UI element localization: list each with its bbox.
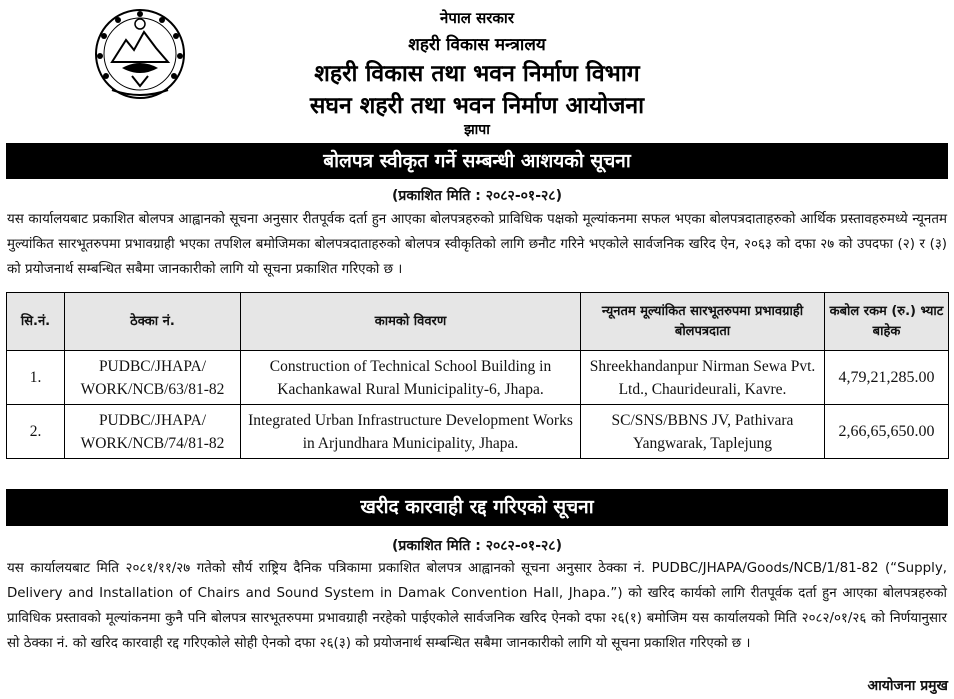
table-row <box>7 405 949 459</box>
table-header-row <box>7 293 949 351</box>
notice1-title: बोलपत्र स्वीकृत गर्ने सम्बन्धी आशयको सूचना <box>6 143 948 179</box>
bid-acceptance-table <box>6 292 949 459</box>
cell-serial: 1. <box>7 351 65 405</box>
header-ministry-line: शहरी विकास मन्त्रालय <box>408 35 546 55</box>
col-header-bid-amount: कबोल रकम (रु.) भ्याट बाहेक <box>825 293 949 351</box>
col-header-serial: सि.नं. <box>7 293 65 351</box>
header-department-line: शहरी विकास तथा भवन निर्माण विभाग <box>314 61 640 87</box>
cell-contract-no: PUDBC/JHAPA/ WORK/NCB/74/81-82 <box>65 405 241 459</box>
cell-work-description: Construction of Technical School Building in Kachankawal Rural Municipality-6, Jhapa. <box>241 351 581 405</box>
cell-bidder: Shreekhandanpur Nirman Sewa Pvt. Ltd., Chaurideurali, Kavre. <box>581 351 825 405</box>
cell-bid-amount: 2,66,65,650.00 <box>825 405 949 459</box>
signature-project-chief: आयोजना प्रमुख <box>867 678 948 694</box>
col-header-bidder: न्यूनतम मूल्यांकित सारभूतरुपमा प्रभावग्राही बोलपत्रदाता <box>581 293 825 351</box>
cell-contract-no: PUDBC/JHAPA/ WORK/NCB/63/81-82 <box>65 351 241 405</box>
cell-bid-amount: 4,79,21,285.00 <box>825 351 949 405</box>
header-government-line: नेपाल सरकार <box>440 9 514 27</box>
header-location-line: झापा <box>464 122 490 138</box>
notice2-title: खरीद कारवाही रद्द गरिएको सूचना <box>6 489 948 526</box>
cell-bidder: SC/SNS/BBNS JV, Pathivara Yangwarak, Taplejung <box>581 405 825 459</box>
cell-work-description: Integrated Urban Infrastructure Development Works in Arjundhara Municipality, Jhapa. <box>241 405 581 459</box>
header-project-line: सघन शहरी तथा भवन निर्माण आयोजना <box>309 93 645 119</box>
notice2-body: यस कार्यालयबाट मिति २०८१/११/२७ गतेको सौर्य राष्ट्रिय दैनिक पत्रिकामा प्रकाशित बोलपत्र आह्वानको सूचना अनुसार ठेक्का नं. PUDBC/JHAPA/Goods/NCB/1/81-82 (“Supply, Delivery and Installation of Chairs and Sound System in Damak Convention Hall, Jhapa.”) को खरिद कार्यको लागि रीतपूर्वक दर्ता हुन आएका बोलपत्रहरुको प्राविधिक प्रस्तावको मूल्यांकनमा कुनै पनि बोलपत्र सारभूतरुपमा प्रभावग्राही नरहेको पाईएकोले सार्वजनिक खरिद ऐनको दफा २६(१) बमोजिम यस कार्यालयको मिति २०८२/०१/२६ को निर्णयानुसार सो ठेक्का नं. को खरिद कारवाही रद्द गरिएकोले सोही ऐनको दफा २६(३) को प्रयोजनार्थ सम्बन्धित सबैमा जानकारीको लागि यो सूचना प्रकाशित गरिएको छ । <box>7 561 947 651</box>
col-header-contract-no: ठेक्का नं. <box>65 293 241 351</box>
notice1-body: यस कार्यालयबाट प्रकाशित बोलपत्र आह्वानको सूचना अनुसार रीतपूर्वक दर्ता हुन आएका बोलपत्रहरुको प्राविधिक पक्षको मूल्यांकनमा सफल भएका बोलपत्रदाताहरुको आर्थिक प्रस्तावहरुमध्ये न्यूनतम मुल्यांकित सारभूतरुपमा प्रभावग्राही भएका तपशिल बमोजिमका बोलपत्रदाताहरुको बोलपत्र स्वीकृतिको लागि छनौट गरिने भएकोले सार्वजनिक खरिद ऐन, २०६३ को दफा २७ को उपदफा (२) र (३) को प्रयोजनार्थ सम्बन्धित सबैमा जानकारीको लागि यो सूचना प्रकाशित गरिएको छ । <box>7 212 948 277</box>
table-row <box>7 351 949 405</box>
notice2-publish-date: (प्रकाशित मिति : २०८२-०१-२८) <box>392 538 562 554</box>
col-header-work-description: कामको विवरण <box>241 293 581 351</box>
notice1-publish-date: (प्रकाशित मिति : २०८२-०१-२८) <box>392 188 562 204</box>
cell-serial: 2. <box>7 405 65 459</box>
